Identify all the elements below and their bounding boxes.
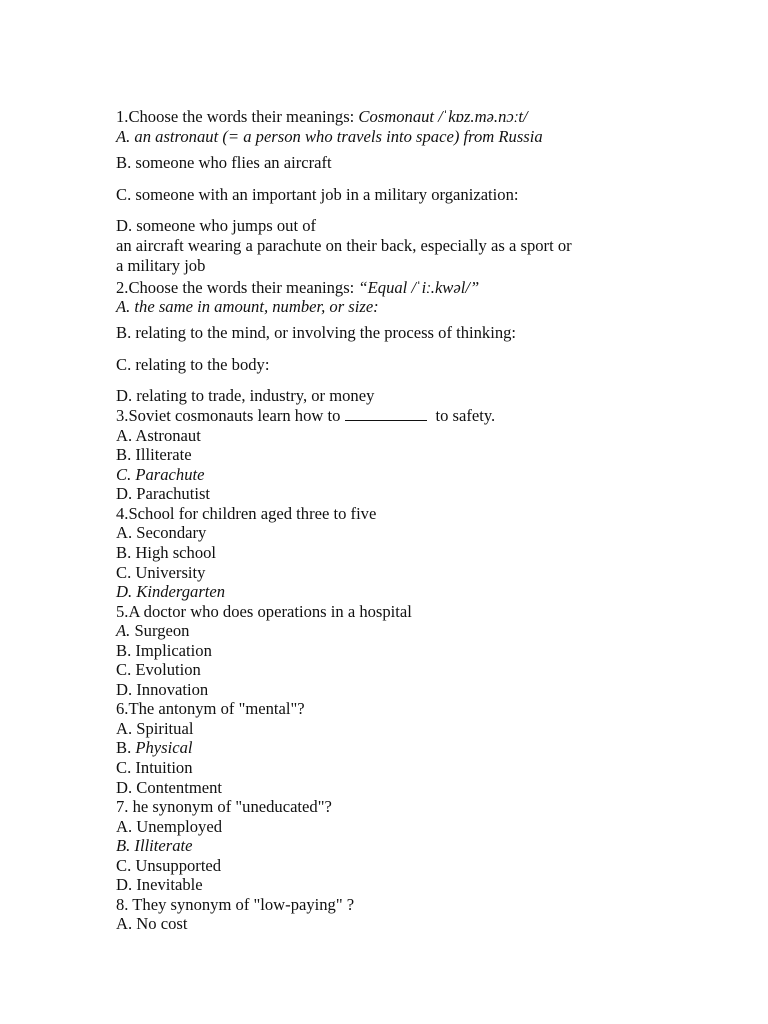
question-1-term: Cosmonaut /ˈkɒz.mə.nɔːt/ [358, 107, 528, 126]
question-6-option-a: A. Spiritual [116, 719, 194, 738]
question-5: 5.A doctor who does operations in a hospital [116, 602, 412, 621]
question-7-option-c: C. Unsupported [116, 856, 222, 875]
question-1 [116, 109, 528, 126]
question-3 [116, 408, 495, 425]
question-1-option-d-continued: an aircraft wearing a parachute on their back, especially as a sport or [116, 236, 572, 255]
question-8-option-a: A. No cost [116, 914, 188, 933]
question-3-option-a: A. Astronaut [116, 426, 201, 445]
answer-blank [345, 408, 427, 421]
question-6-option-b-letter: B. [116, 738, 136, 757]
question-5-option-a-letter: A. [116, 621, 131, 640]
question-7: 7. he synonym of "uneducated"? [116, 797, 332, 816]
question-6-option-b-text: Physical [135, 738, 193, 757]
question-2-text: 2.Choose the words their meanings: [116, 278, 359, 297]
question-5-option-c: C. Evolution [116, 660, 201, 679]
question-5-option-a-text: Surgeon [130, 621, 190, 640]
question-2-option-a: A. the same in amount, number, or size: [116, 297, 379, 316]
question-2 [116, 280, 479, 297]
question-7-option-a: A. Unemployed [116, 817, 222, 836]
question-6: 6.The antonym of "mental"? [116, 699, 305, 718]
question-3-option-d: D. Parachutist [116, 484, 211, 503]
question-3-text-start: 3.Soviet cosmonauts learn how to [116, 406, 341, 425]
question-4-option-b: B. High school [116, 543, 217, 562]
question-7-option-d: D. Inevitable [116, 875, 203, 894]
question-4-option-c: C. University [116, 563, 206, 582]
question-1-option-b: B. someone who flies an aircraft [116, 153, 332, 172]
question-4-option-a: A. Secondary [116, 523, 207, 542]
question-1-option-d: D. someone who jumps out of [116, 216, 317, 235]
question-3-option-c: C. Parachute [116, 465, 205, 484]
question-2-term: “Equal /ˈiː.kwəl/” [358, 278, 480, 297]
question-1-option-c: C. someone with an important job in a military organization: [116, 185, 519, 204]
question-1-option-a: A. an astronaut (= a person who travels into space) from Russia [116, 127, 543, 146]
question-2-option-d: D. relating to trade, industry, or money [116, 386, 375, 405]
question-7-option-b: B. Illiterate [116, 836, 193, 855]
question-1-text: 1.Choose the words their meanings: [116, 107, 359, 126]
question-1-option-d-end: a military job [116, 256, 206, 275]
question-6-option-b [116, 740, 193, 757]
question-8: 8. They synonym of "low-paying" ? [116, 895, 355, 914]
question-2-option-c: C. relating to the body: [116, 355, 270, 374]
question-6-option-c: C. Intuition [116, 758, 193, 777]
question-5-option-d: D. Innovation [116, 680, 209, 699]
question-3-option-b: B. Illiterate [116, 445, 192, 464]
question-6-option-d: D. Contentment [116, 778, 223, 797]
question-3-text-end: to safety. [435, 406, 496, 425]
question-5-option-a [116, 623, 189, 640]
question-4-option-d: D. Kindergarten [116, 582, 226, 601]
question-2-option-b: B. relating to the mind, or involving the process of thinking: [116, 323, 517, 342]
question-5-option-b: B. Implication [116, 641, 212, 660]
question-4: 4.School for children aged three to five [116, 504, 377, 523]
